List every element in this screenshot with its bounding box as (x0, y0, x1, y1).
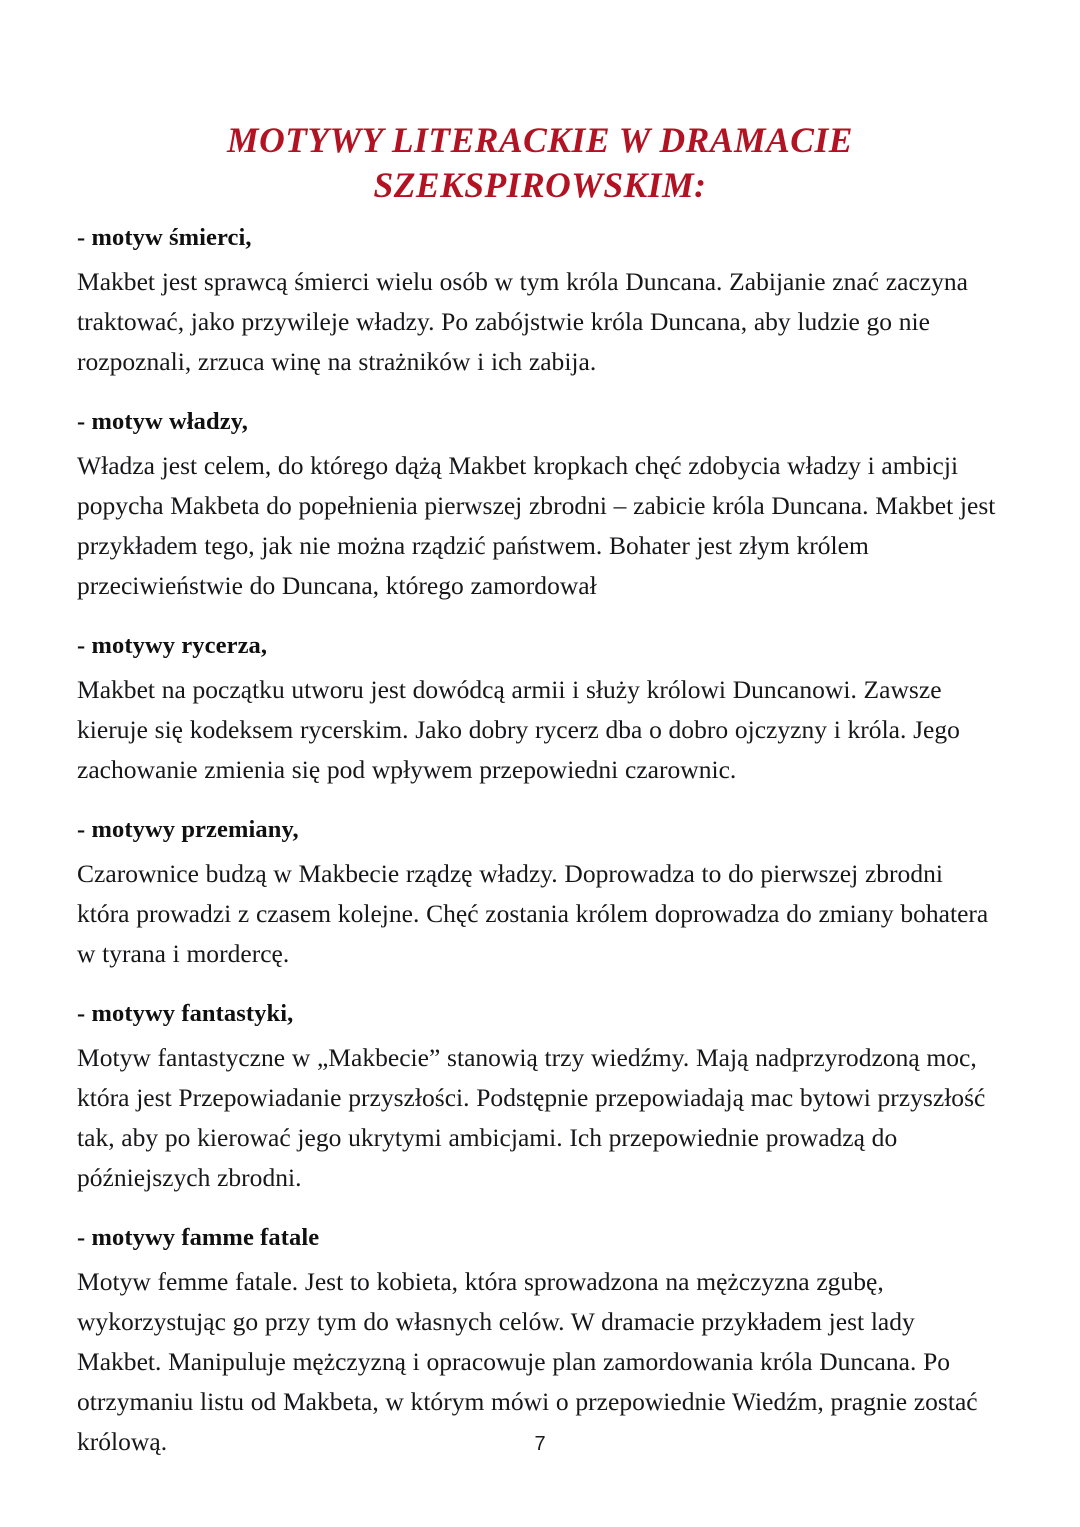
section-motyw-wladzy (77, 386, 1000, 610)
section-motyw-smierci (77, 208, 1000, 386)
page-number: 7 (534, 1433, 546, 1455)
page-title-line-2: SZEKSPIROWSKIM: (373, 165, 707, 205)
section-heading: - motyw władzy, (77, 408, 248, 435)
section-body: Makbet na początku utworu jest dowódcą armii i służy królowi Duncanowi. Zawsze kieruje się kodeksem rycerskim. Jako dobry rycerz dba o dobro ojczyzny i króla. Jego zachowanie zmienia się pod wpływem przepowiedni czarownic. (77, 675, 960, 784)
section-heading: - motywy famme fatale (77, 1224, 320, 1251)
section-motywy-famme-fatale (77, 1202, 1000, 1466)
section-heading: - motywy przemiany, (77, 816, 299, 843)
section-heading: - motywy rycerza, (77, 632, 268, 659)
section-body: Motyw fantastyczne w „Makbecie” stanowią trzy wiedźmy. Mają nadprzyrodzoną moc, która jest Przepowiadanie przyszłości. Podstępnie przepowiadają mac bytowi przyszłość tak, aby po kierować jego ukrytymi ambicjami. Ich przepowiednie prowadzą do późniejszych zbrodni. (77, 1043, 986, 1192)
section-body: Makbet jest sprawcą śmierci wielu osób w tym króla Duncana. Zabijanie znać zaczyna traktować, jako przywileje władzy. Po zabójstwie króla Duncana, aby ludzie go nie rozpoznali, zrzuca winę na strażników i ich zabija. (77, 267, 969, 376)
document-content (0, 208, 1080, 1466)
section-motywy-przemiany (77, 794, 1000, 978)
section-motywy-rycerza (77, 610, 1000, 794)
section-body: Czarownice budzą w Makbecie rządzę władzy. Doprowadza to do pierwszej zbrodni która prowadzi z czasem kolejne. Chęć zostania królem doprowadza do zmiany bohatera w tyrana i mordercę. (77, 859, 989, 968)
section-body: Władza jest celem, do którego dążą Makbet kropkach chęć zdobycia władzy i ambicji popycha Makbeta do popełnienia pierwszej zbrodni – zabicie króla Duncana. Makbet jest przykładem tego, jak nie można rządzić państwem. Bohater jest złym królem przeciwieństwie do Duncana, którego zamordował (77, 451, 996, 600)
page-title-line-1: MOTYWY LITERACKIE W DRAMACIE (227, 120, 853, 160)
section-heading: - motyw śmierci, (77, 224, 252, 251)
section-motywy-fantastyki (77, 978, 1000, 1202)
section-body: Motyw femme fatale. Jest to kobieta, która sprowadzona na mężczyzna zgubę, wykorzystując go przy tym do własnych celów. W dramacie przykładem jest lady Makbet. Manipuluje mężczyzną i opracowuje plan zamordowania króla Duncana. Po otrzymaniu listu od Makbeta, w którym mówi o przepowiednie Wiedźm, pragnie zostać królową. (77, 1267, 978, 1456)
page-title (0, 0, 1080, 208)
section-heading: - motywy fantastyki, (77, 1000, 294, 1027)
